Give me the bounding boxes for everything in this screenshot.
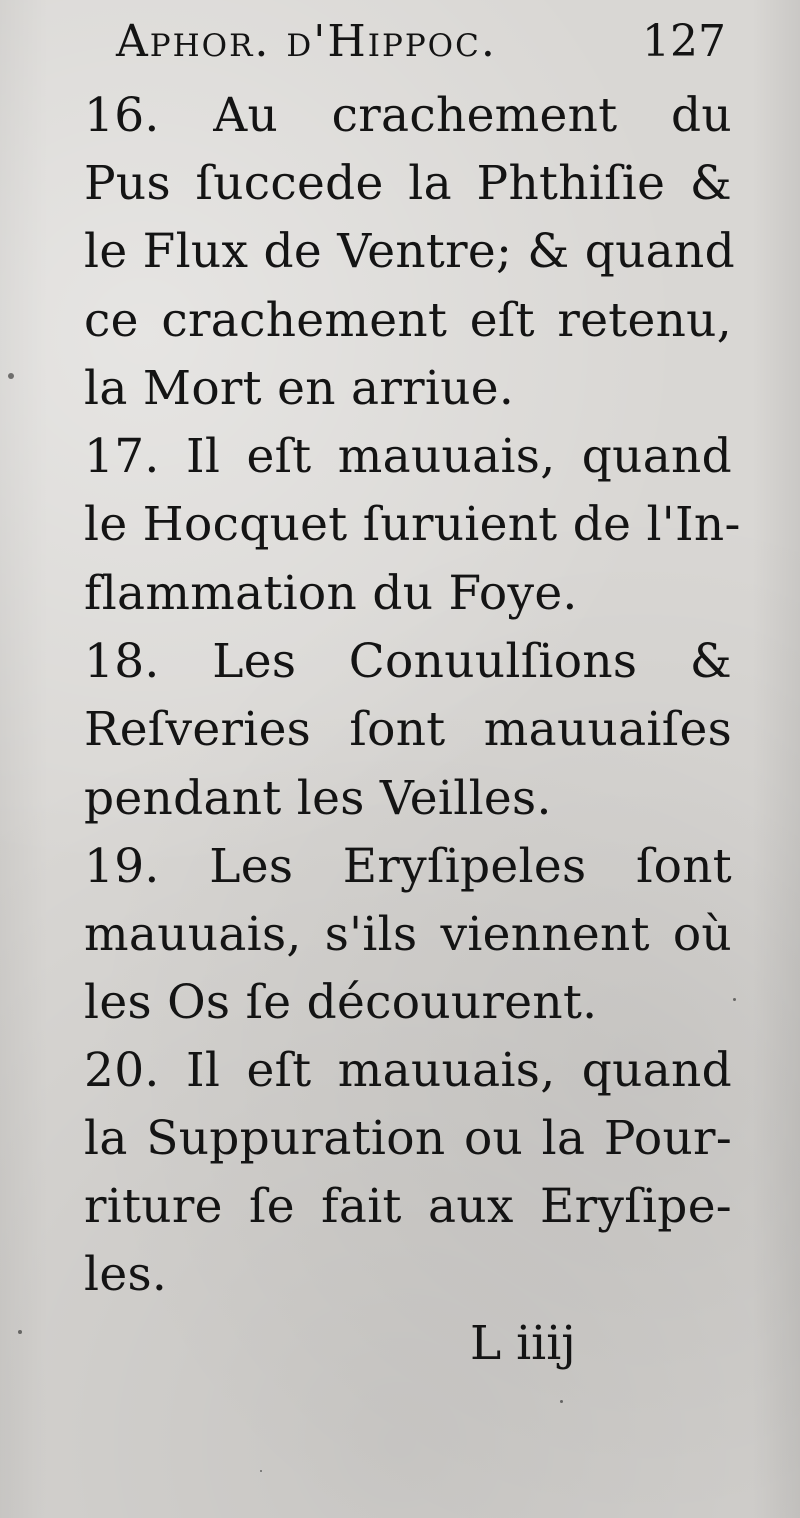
page-number: 127 <box>642 16 726 67</box>
paper-speck <box>560 1400 563 1403</box>
text-line: mauuais, s'ils viennent où <box>84 907 732 962</box>
paper-speck <box>733 998 736 1001</box>
text-line: la Suppuration ou la Pour- <box>84 1111 732 1166</box>
text-line: Pus ſuccede la Phthiſie & <box>84 156 732 211</box>
text-line: flammation du Foye. <box>84 566 578 621</box>
text-line: 16. Au crachement du <box>84 88 732 143</box>
text-line: la Mort en arriue. <box>84 361 515 416</box>
text-line: le Hocquet ſuruient de l'In- <box>84 497 741 552</box>
text-line: les Os ſe découurent. <box>84 975 598 1030</box>
text-line: Reſveries ſont mauuaiſes <box>84 702 732 757</box>
text-line: ce crachement eſt retenu, <box>84 293 732 348</box>
paper-speck <box>8 373 14 379</box>
text-line: pendant les Veilles. <box>84 771 552 826</box>
paper-speck <box>18 1330 22 1334</box>
text-line: 20. Il eſt mauuais, quand <box>84 1043 732 1098</box>
running-header <box>116 16 726 67</box>
signature-mark: L iiij <box>470 1316 576 1371</box>
text-line: 19. Les Eryſipeles ſont <box>84 839 732 894</box>
running-title: Aphor. d'Hippoc. <box>116 16 497 67</box>
text-line: 17. Il eſt mauuais, quand <box>84 429 732 484</box>
text-line: 18. Les Conuulſions & <box>84 634 732 689</box>
text-line: riture ſe fait aux Eryſipe- <box>84 1179 732 1234</box>
text-line: les. <box>84 1247 168 1302</box>
text-line: le Flux de Ventre; & quand <box>84 224 735 279</box>
paper-speck <box>260 1470 262 1472</box>
